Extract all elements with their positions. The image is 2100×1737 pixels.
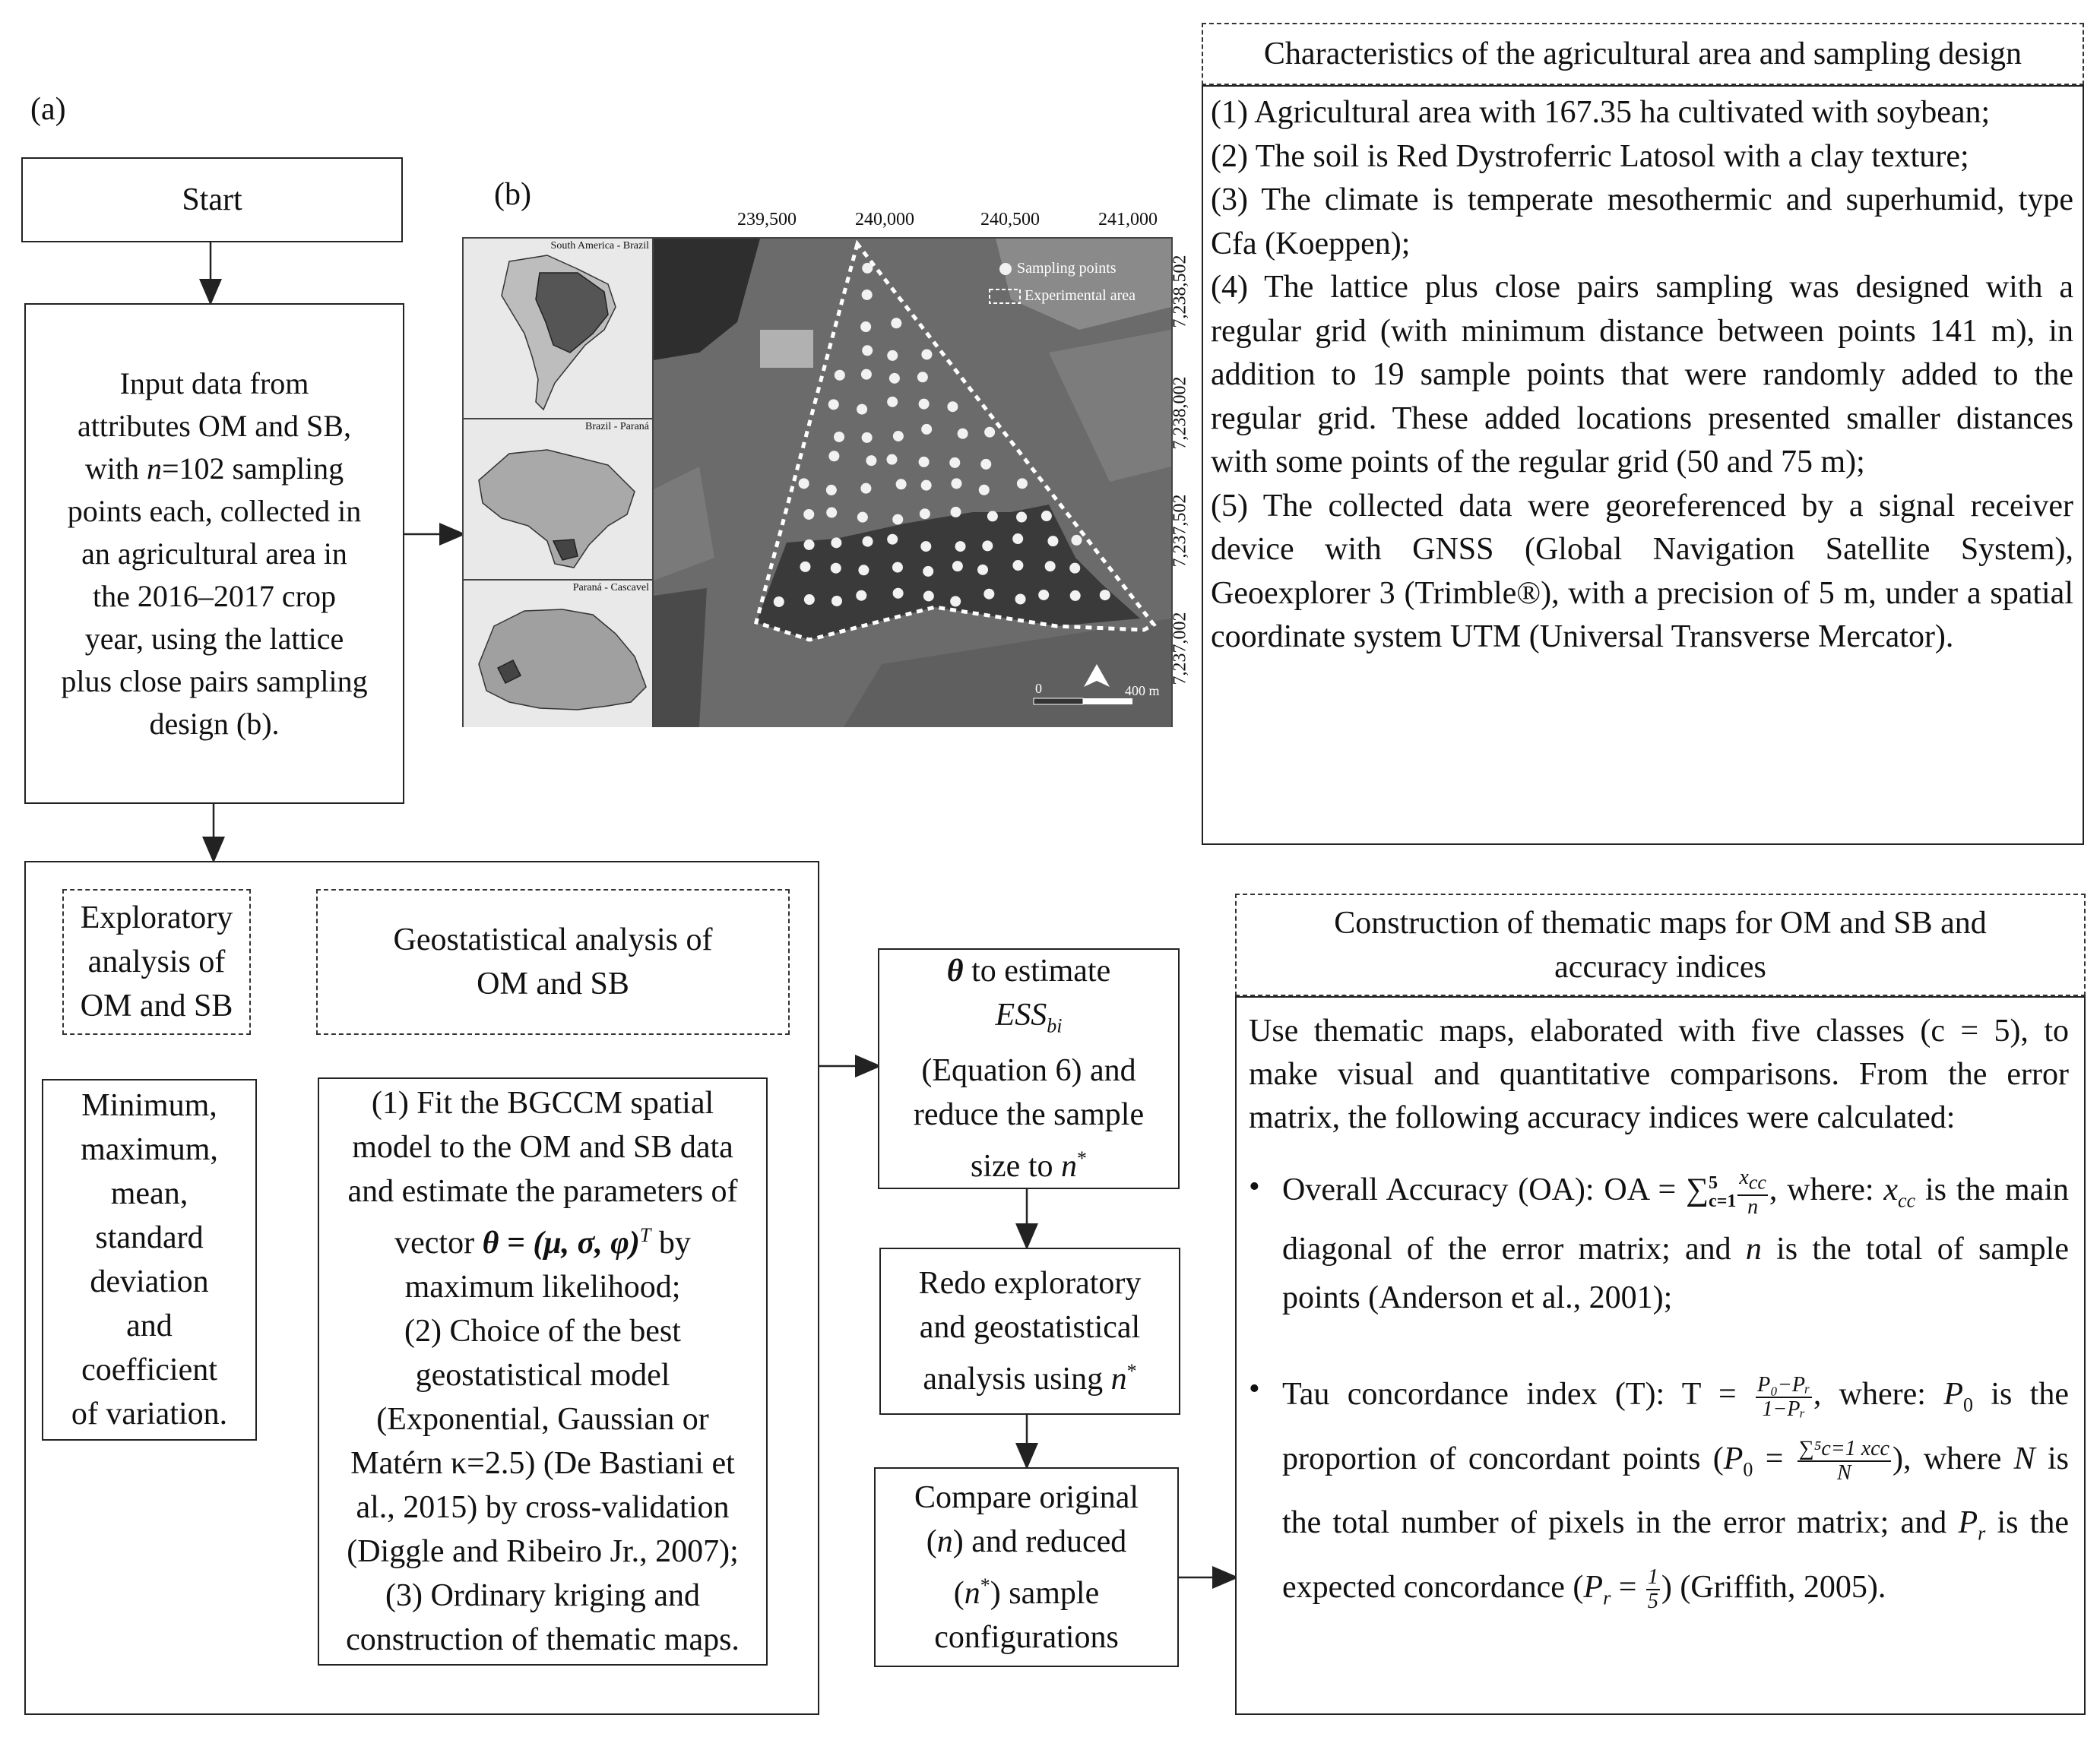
characteristic-item: (5) The collected data were georeferenced by a signal receiver device with GNSS (Global Navigation Satellite System), Geoexplorer 3 (Trimble®), with a precision of 5 m, under a spatial coordinate system UTM (Universal Transverse Mercator). [1211,488,2073,654]
sampling-point [1071,535,1082,546]
sampling-point [826,508,837,518]
redo-box: Redo exploratory and geostatistical analysis using n* [879,1248,1180,1415]
thematic-intro: Use thematic maps, elaborated with five classes (c = 5), to make visual and quantitative comparisons. From the error matrix, the following accuracy indices were calculated: [1249,1014,2069,1135]
sampling-point [982,540,993,551]
sampling-point [831,596,842,606]
input-line: Input data from [119,365,309,400]
inset-south-america [464,239,654,419]
sampling-point [835,370,845,381]
geostat-title: Geostatistical analysis of OM and SB [316,889,790,1035]
sampling-point [828,451,839,461]
sampling-point [856,590,866,601]
sampling-point [800,562,810,572]
legend-area-label: Experimental area [1025,287,1136,304]
sampling-point [887,534,898,545]
sampling-point [1012,560,1023,571]
x-tick-label: 239,500 [737,210,797,229]
sampling-point [857,404,867,415]
sampling-point [834,432,844,442]
input-data-box: Input data from attributes OM and SB, with n=102 sampling points each, collected in an agricultural area in the 2016‒2017 crop year, using the lattice plus close pairs sampling design (b). [24,303,404,804]
sampling-point [886,454,897,465]
sampling-point [921,349,932,359]
sampling-point [862,290,873,300]
sampling-point [861,369,872,380]
sampling-point [951,478,961,489]
geostat-body: (1) Fit the BGCCM spatial model to the OM and SB data and estimate the parameters of vector θ = (μ, σ, φ)$^T$ by maximum likelihood; (2) Choice of the best geostatistical model (Exponential, Gaussian or Matérn κ=2.5) (De Bastiani et al., 2015) by cross-validation (Diggle and Ribeiro Jr., 2007); (3) Ordinary kriging and construction of thematic maps. [318,1077,768,1666]
sampling-point [923,566,933,577]
y-tick-label: 7,238,002 [1170,376,1190,450]
exploratory-body: Minimum, maximum, mean, standard deviation and coefficient of variation. [42,1079,257,1441]
sampling-point [949,457,960,468]
legend-points-label: Sampling points [1017,260,1117,277]
characteristics-box [1202,85,2084,845]
map-panel [462,237,1173,727]
sampling-point [1038,590,1049,600]
south-america-icon [464,239,654,419]
characteristics-title: Characteristics of the agricultural area and sampling design [1202,23,2084,85]
y-tick-label: 7,237,002 [1170,612,1190,685]
sampling-point [866,455,876,466]
sampling-point [920,508,930,519]
sampling-point [1012,533,1023,544]
sampling-point [923,590,934,601]
sampling-point [958,429,968,439]
sampling-point [947,401,958,412]
input-line: an agricultural area in [81,536,347,571]
sampling-point [857,512,868,523]
input-line: plus close pairs sampling [61,663,368,698]
sampling-point [1017,478,1028,489]
characteristic-item: (3) The climate is temperate mesothermic and superhumid, type Cfa (Koeppen); [1211,182,2073,261]
sampling-point [896,479,907,489]
sampling-point [862,345,873,356]
sampling-point [921,480,932,491]
sampling-point [979,485,990,495]
sampling-point [892,562,903,573]
sampling-point [828,399,839,410]
sampling-point [860,483,871,494]
sampling-point [984,427,995,438]
sampling-point [1069,563,1080,574]
start-box [21,157,403,242]
sampling-point [826,485,837,495]
inset-parana [464,581,654,727]
sampling-point [858,565,869,575]
sampling-point [893,588,904,599]
sampling-point [804,594,815,605]
sampling-point [893,431,904,441]
sampling-point [955,541,966,552]
sampling-point [987,511,998,521]
scale-max-label: 400 m [1125,683,1160,698]
sampling-point [803,509,814,520]
inset-title: Paraná - Cascavel [572,582,649,593]
input-line: year, using the lattice [84,621,344,656]
sampling-point [1070,590,1081,601]
start-label: Start [182,182,242,217]
sampling-point [831,563,841,574]
sampling-point [860,321,871,332]
sampling-point [1041,511,1052,521]
input-line: the 2016‒2017 crop [93,578,336,613]
inset-title: Brazil - Paraná [585,421,649,432]
sampling-point [887,397,898,407]
inset-brazil [464,419,654,581]
parana-icon [464,581,654,727]
sampling-point [919,399,930,410]
satellite-map [654,239,1171,727]
sampling-point [920,541,931,552]
panel-label-a: (a) [30,92,66,127]
oa-bullet: • Overall Accuracy (OA): OA = ∑ 5 c=1 $\frac{x_{cc}}{n}$ , where: $x_{cc}$ is the main diagonal of the error matrix; and n is the total of sample points (Anderson et al., 2001); [1249,1166,2069,1316]
y-tick-label: 7,238,502 [1170,255,1190,328]
characteristic-item: (1) Agricultural area with 167.35 ha cultivated with soybean; [1211,95,1991,130]
x-tick-label: 240,000 [855,210,914,229]
sampling-point [1015,593,1026,604]
sampling-point [774,596,784,607]
sampling-point [950,596,961,606]
scale-zero-label: 0 [1035,681,1042,696]
brazil-icon [464,419,654,581]
sampling-point [921,424,932,435]
input-line: attributes OM and SB, [78,408,351,443]
x-tick-label: 241,000 [1098,210,1158,229]
sampling-point [952,561,963,571]
inset-title: South America - Brazil [550,240,649,252]
sampling-point [862,432,873,443]
panel-label-b: (b) [494,177,531,212]
sampling-point [919,457,930,467]
thematic-body [1235,996,2086,1715]
tau-bullet: • Tau concordance index (T): T = $\frac{\text{P₀−Pᵣ}}{\text{1−Pᵣ}}$ , where: $P_0$ is the proportion of concordant points ($P_0$ = $\frac{\text{∑⁵c=1 xcc}}{N}$ ), where N is the total number of pixels in the error matrix; and $P_r$ is the expected concordance ($P_r$ = $\frac{1}{5}$ ) (Griffith, 2005). [1249,1372,2070,1613]
thematic-title: Construction of thematic maps for OM and SB and accuracy indices [1235,894,2086,996]
sampling-point [983,589,994,600]
sampling-point [917,372,928,382]
sampling-point [863,536,873,547]
input-line: points each, collected in [67,493,362,528]
sampling-point [804,539,815,550]
sampling-point [831,537,841,548]
sampling-point [980,459,991,470]
y-tick-label: 7,237,502 [1170,494,1190,568]
theta-box: θ to estimate $ESS_{bi}$ (Equation 6) and reduce the sample size to n* [878,948,1180,1189]
input-line: design (b). [149,706,280,741]
sampling-point [799,478,809,489]
sampling-point [950,507,961,517]
sampling-point [891,318,901,328]
x-tick-label: 240,500 [980,210,1040,229]
sampling-point [1016,511,1027,522]
sampling-point [1047,536,1058,546]
characteristic-item: (4) The lattice plus close pairs sampling was designed with a regular grid (with minimum distance between points 141 m), in addition to 19 sample points that were randomly added to the regular grid. These added locations presented smaller distances with some points of the regular grid (50 and 75 m); [1211,270,2073,479]
sampling-point [892,514,903,525]
compare-box: Compare original (n) and reduced (n*) sample configurations [874,1467,1179,1667]
sampling-point [1045,561,1056,571]
sampling-point [977,565,988,575]
characteristic-item: (2) The soil is Red Dystroferric Latosol with a clay texture; [1211,138,1969,174]
sampling-point [1100,590,1110,600]
sampling-point [887,350,898,361]
sampling-point [889,373,900,384]
sampling-point [862,263,873,274]
exploratory-title: Exploratory analysis of OM and SB [62,889,251,1035]
